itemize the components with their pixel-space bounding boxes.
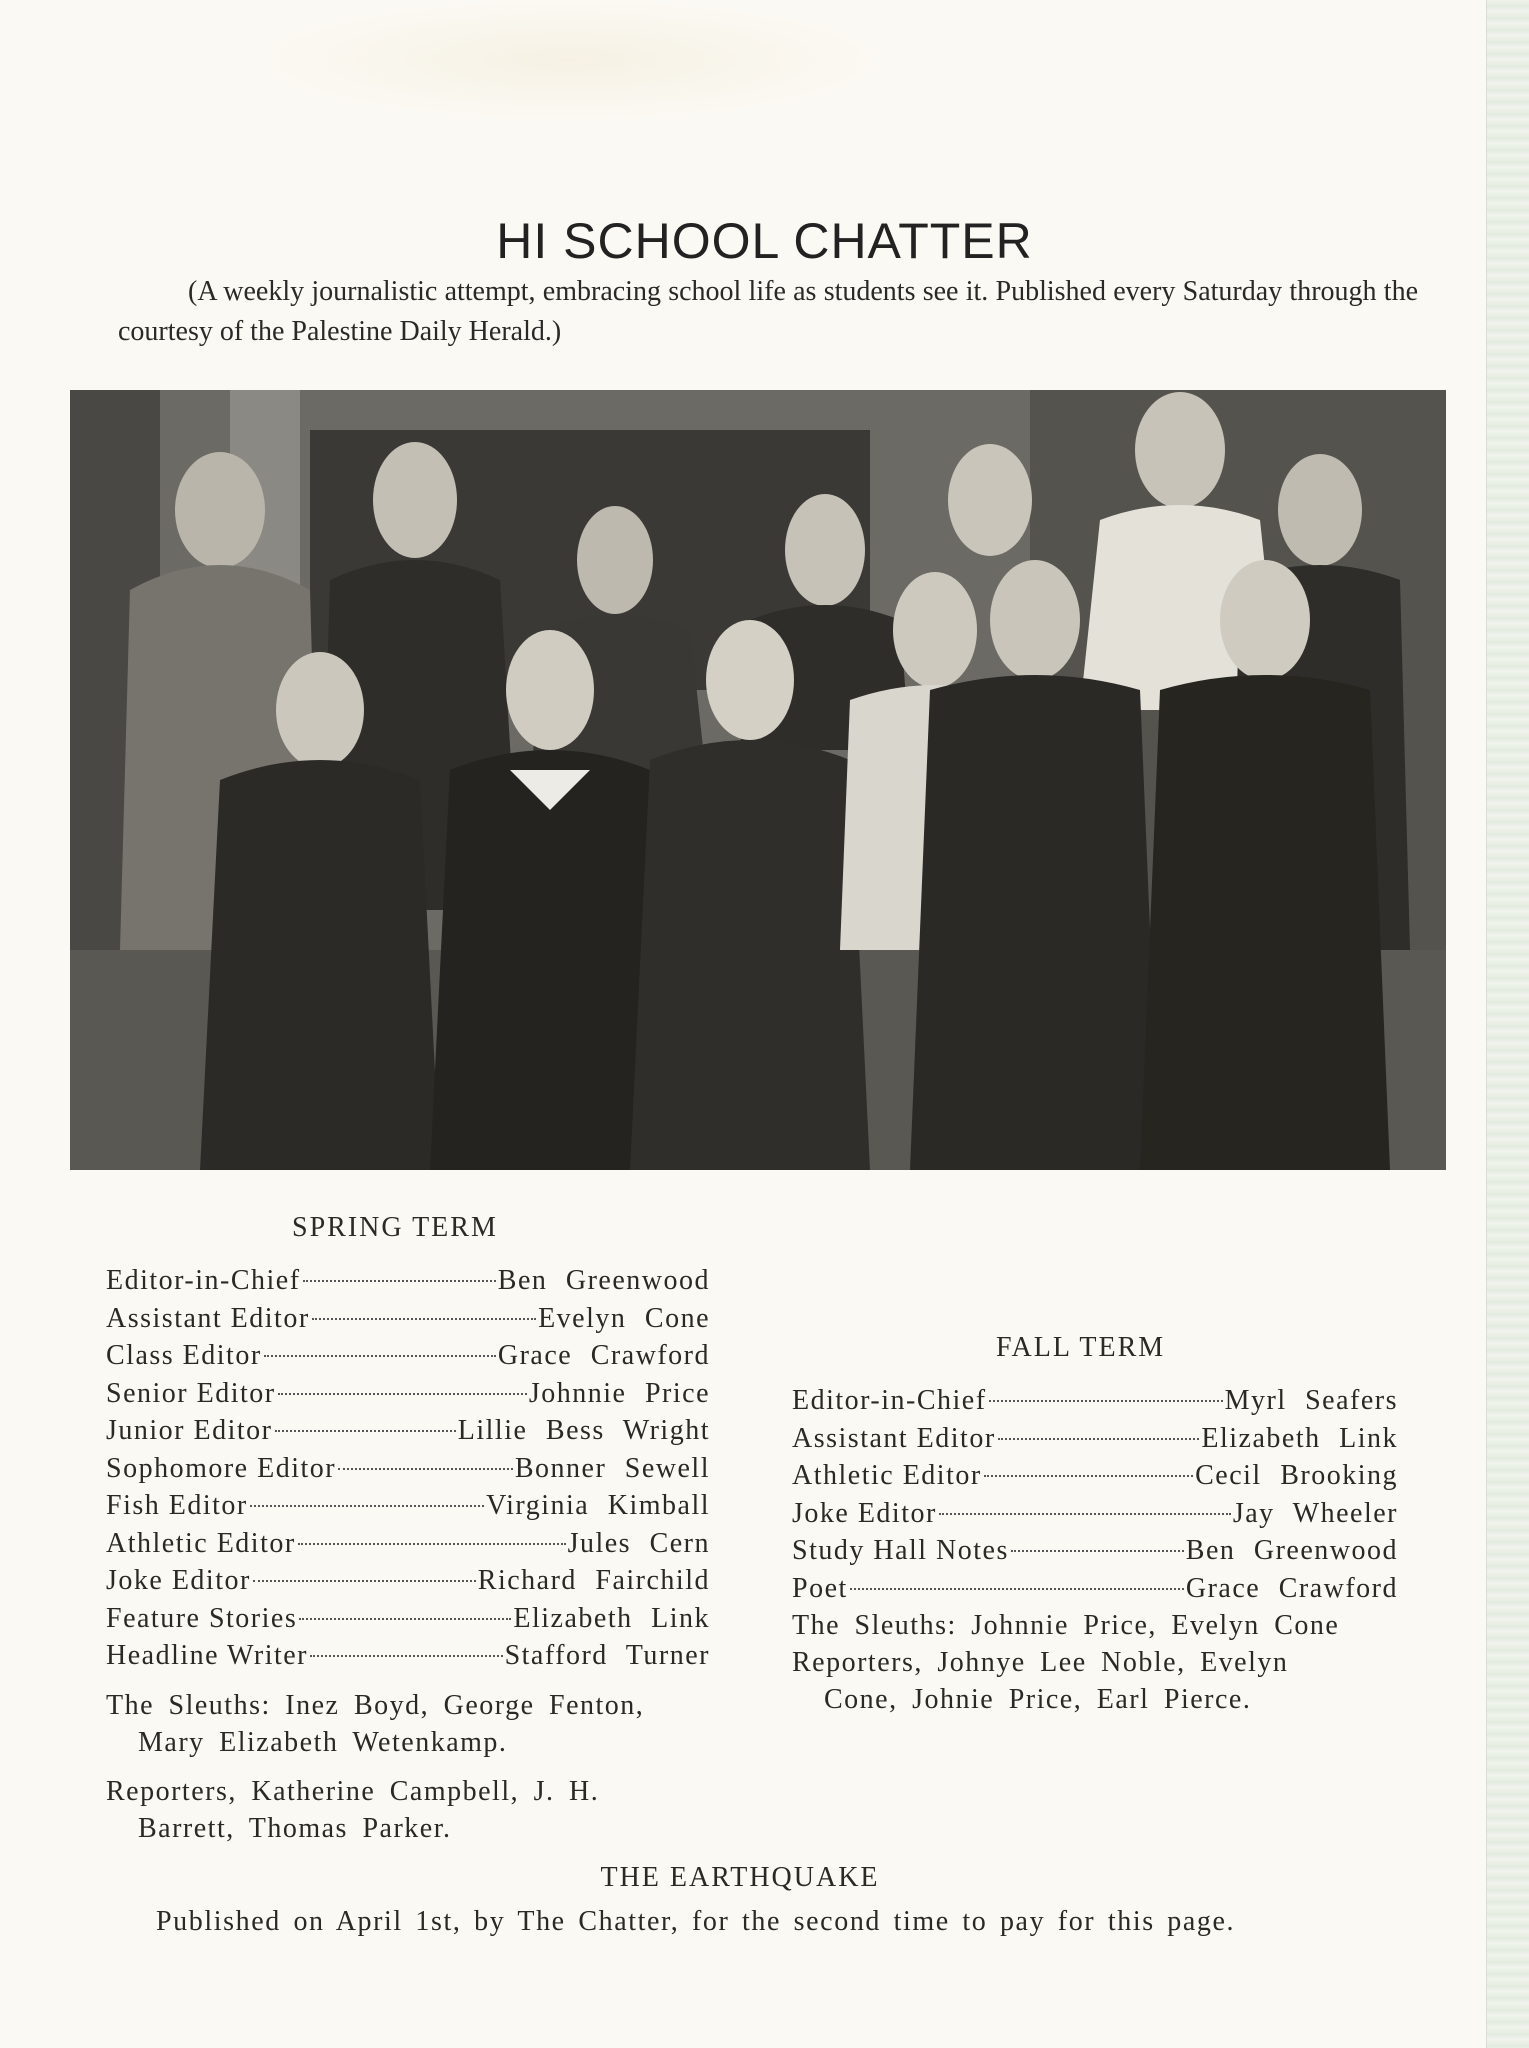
dot-leader <box>984 1475 1193 1477</box>
page-edge-binding <box>1486 0 1529 2048</box>
spring-reporters <box>106 1773 710 1847</box>
spring-sleuths <box>106 1687 710 1761</box>
fall-roster-name: Elizabeth Link <box>1201 1422 1398 1454</box>
dot-leader <box>298 1543 566 1545</box>
dot-leader <box>310 1655 503 1657</box>
fall-roster-row <box>792 1457 1398 1495</box>
spring-roster-row <box>106 1637 710 1675</box>
dot-leader <box>253 1580 476 1582</box>
page-title: HI SCHOOL CHATTER <box>496 212 1033 269</box>
dot-leader <box>275 1430 456 1432</box>
fall-roster-name: Cecil Brooking <box>1195 1460 1398 1491</box>
earthquake-text: Published on April 1st, by The Chatter, for the second time to pay for this page. <box>156 1906 1236 1937</box>
fall-roster-row <box>792 1495 1398 1533</box>
fall-term-roster <box>792 1382 1398 1718</box>
spring-roster-row <box>106 1375 710 1413</box>
fall-roster-name: Jay Wheeler <box>1232 1497 1398 1529</box>
spring-roster-row <box>106 1337 710 1375</box>
spring-roster-role: Headline Writer <box>106 1640 308 1671</box>
spring-sleuths-line1: The Sleuths: Inez Boyd, George Fenton, <box>106 1689 645 1721</box>
spring-roster-row <box>106 1300 710 1338</box>
fall-roster-role: Editor-in-Chief <box>792 1385 987 1416</box>
spring-roster-name: Stafford Turner <box>504 1640 710 1671</box>
spring-roster-name: Evelyn Cone <box>538 1302 710 1334</box>
spring-roster-row <box>106 1600 710 1638</box>
spring-roster-row <box>106 1525 710 1563</box>
dot-leader <box>939 1513 1231 1515</box>
fall-roster-role: Assistant Editor <box>792 1422 996 1454</box>
spring-roster-name: Richard Fairchild <box>477 1565 710 1596</box>
spring-sleuths-line2: Mary Elizabeth Wetenkamp. <box>138 1726 508 1758</box>
fall-roster-role: Poet <box>792 1572 848 1604</box>
dot-leader <box>250 1505 484 1507</box>
spring-roster-role: Junior Editor <box>106 1415 273 1446</box>
spring-roster-role: Class Editor <box>106 1340 262 1371</box>
spring-roster-name: Ben Greenwood <box>497 1265 710 1296</box>
paper-stain <box>260 0 880 120</box>
dot-leader <box>278 1393 527 1395</box>
group-photo <box>70 390 1446 1170</box>
fall-reporters <box>792 1644 1398 1718</box>
spring-roster-name: Jules Cern <box>567 1527 710 1559</box>
spring-roster-role: Fish Editor <box>106 1490 248 1521</box>
dot-leader <box>299 1618 511 1620</box>
spring-roster-row <box>106 1487 710 1525</box>
dot-leader <box>989 1400 1223 1402</box>
fall-roster-name: Ben Greenwood <box>1185 1535 1398 1566</box>
fall-roster-row <box>792 1382 1398 1420</box>
dot-leader <box>264 1355 496 1357</box>
page-subtitle: (A weekly journalistic attempt, embracing school life as students see it. Published every Saturday through the courtesy of the Palestine Daily Herald.) <box>118 276 1418 347</box>
spring-roster-name: Virginia Kimball <box>486 1490 710 1521</box>
fall-roster-row <box>792 1532 1398 1570</box>
fall-reporters-line2: Cone, Johnie Price, Earl Pierce. <box>824 1684 1252 1715</box>
spring-term-roster <box>106 1262 710 1847</box>
spring-roster-role: Athletic Editor <box>106 1527 296 1559</box>
fall-roster-role: Athletic Editor <box>792 1460 982 1491</box>
spring-roster-name: Elizabeth Link <box>513 1602 710 1634</box>
spring-roster-row <box>106 1412 710 1450</box>
group-photo-icon <box>70 390 1446 1170</box>
spring-roster-role: Sophomore Editor <box>106 1452 337 1484</box>
fall-roster-role: Study Hall Notes <box>792 1535 1009 1566</box>
spring-roster-role: Senior Editor <box>106 1377 276 1409</box>
fall-roster-role: Joke Editor <box>792 1497 937 1529</box>
dot-leader <box>303 1280 496 1282</box>
spring-roster-role: Editor-in-Chief <box>106 1265 301 1296</box>
spring-roster-role: Feature Stories <box>106 1602 298 1634</box>
fall-roster-row <box>792 1420 1398 1458</box>
spring-roster-role: Assistant Editor <box>106 1302 310 1334</box>
spring-roster-row <box>106 1262 710 1300</box>
spring-roster-name: Grace Crawford <box>497 1340 710 1371</box>
fall-term-heading: FALL TERM <box>996 1332 1166 1363</box>
dot-leader <box>998 1438 1200 1440</box>
spring-roster-name: Bonner Sewell <box>514 1452 710 1484</box>
fall-roster-row <box>792 1570 1398 1608</box>
fall-roster-name: Myrl Seafers <box>1224 1385 1398 1416</box>
spring-reporters-line2: Barrett, Thomas Parker. <box>138 1812 452 1844</box>
fall-roster-name: Grace Crawford <box>1185 1572 1398 1604</box>
spring-roster-row <box>106 1562 710 1600</box>
dot-leader <box>338 1468 513 1470</box>
earthquake-heading: THE EARTHQUAKE <box>600 1862 880 1893</box>
spring-roster-name: Johnnie Price <box>528 1377 710 1409</box>
spring-roster-name: Lillie Bess Wright <box>457 1415 710 1446</box>
fall-reporters-line1: Reporters, Johnye Lee Noble, Evelyn <box>792 1647 1289 1678</box>
spring-term-heading: SPRING TERM <box>292 1212 498 1243</box>
spring-roster-row <box>106 1450 710 1488</box>
dot-leader <box>850 1588 1184 1590</box>
spring-roster-role: Joke Editor <box>106 1565 251 1596</box>
fall-sleuths: The Sleuths: Johnnie Price, Evelyn Cone <box>792 1610 1340 1641</box>
spring-reporters-line1: Reporters, Katherine Campbell, J. H. <box>106 1775 600 1807</box>
dot-leader <box>312 1318 536 1320</box>
dot-leader <box>1011 1550 1184 1552</box>
